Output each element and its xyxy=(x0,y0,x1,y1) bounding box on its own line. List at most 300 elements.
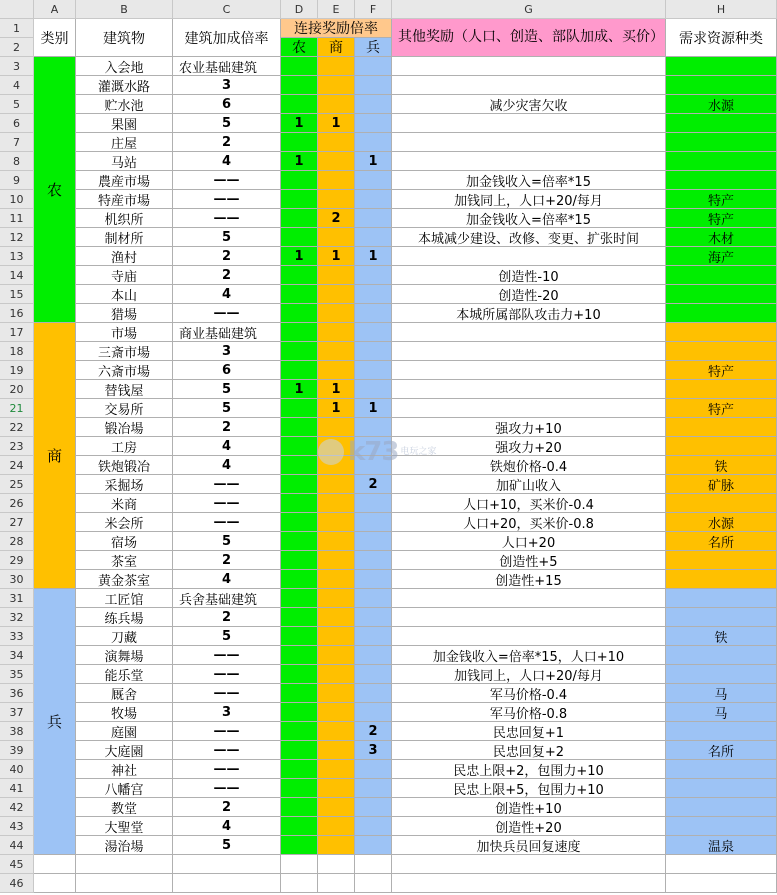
link-farm-cell[interactable] xyxy=(281,665,318,684)
building-name-cell[interactable]: 演舞場 xyxy=(76,646,173,665)
row-header-37[interactable]: 37 xyxy=(0,703,34,722)
link-trade-cell[interactable]: 1 xyxy=(318,380,355,399)
multiplier-cell[interactable]: —— xyxy=(173,779,281,798)
multiplier-cell[interactable]: 5 xyxy=(173,228,281,247)
other-bonus-cell[interactable]: 创造性-10 xyxy=(392,266,666,285)
multiplier-cell[interactable]: 4 xyxy=(173,285,281,304)
column-header-e[interactable]: E xyxy=(318,0,355,19)
resource-cell[interactable] xyxy=(666,779,777,798)
row-header-45[interactable]: 45 xyxy=(0,855,34,874)
resource-cell[interactable] xyxy=(666,589,777,608)
link-trade-cell[interactable] xyxy=(318,475,355,494)
link-trade-cell[interactable] xyxy=(318,152,355,171)
link-trade-cell[interactable] xyxy=(318,741,355,760)
resource-cell[interactable] xyxy=(666,646,777,665)
building-name-cell[interactable]: 入会地 xyxy=(76,57,173,76)
multiplier-cell[interactable]: —— xyxy=(173,190,281,209)
link-trade-cell[interactable] xyxy=(318,437,355,456)
building-name-cell[interactable]: 本山 xyxy=(76,285,173,304)
other-bonus-cell[interactable]: 人口+10，买米价-0.4 xyxy=(392,494,666,513)
empty-cell[interactable] xyxy=(281,874,318,893)
link-trade-cell[interactable] xyxy=(318,608,355,627)
row-header-30[interactable]: 30 xyxy=(0,570,34,589)
other-bonus-cell[interactable]: 加金钱收入=倍率*15 xyxy=(392,209,666,228)
link-army-cell[interactable] xyxy=(355,665,392,684)
row-header-35[interactable]: 35 xyxy=(0,665,34,684)
empty-cell[interactable] xyxy=(34,855,76,874)
multiplier-cell[interactable]: 4 xyxy=(173,817,281,836)
link-trade-cell[interactable] xyxy=(318,665,355,684)
multiplier-cell[interactable]: 5 xyxy=(173,532,281,551)
empty-cell[interactable] xyxy=(281,855,318,874)
row-header-42[interactable]: 42 xyxy=(0,798,34,817)
header-multiplier[interactable]: 建筑加成倍率 xyxy=(173,19,281,57)
link-farm-cell[interactable] xyxy=(281,513,318,532)
building-name-cell[interactable]: 神社 xyxy=(76,760,173,779)
other-bonus-cell[interactable]: 军马价格-0.8 xyxy=(392,703,666,722)
row-header-33[interactable]: 33 xyxy=(0,627,34,646)
multiplier-cell[interactable]: 5 xyxy=(173,399,281,418)
other-bonus-cell[interactable]: 加快兵员回复速度 xyxy=(392,836,666,855)
link-trade-cell[interactable] xyxy=(318,817,355,836)
other-bonus-cell[interactable]: 强攻力+10 xyxy=(392,418,666,437)
row-header-25[interactable]: 25 xyxy=(0,475,34,494)
building-name-cell[interactable]: 寺庙 xyxy=(76,266,173,285)
empty-cell[interactable] xyxy=(76,855,173,874)
link-trade-cell[interactable] xyxy=(318,570,355,589)
link-trade-cell[interactable] xyxy=(318,513,355,532)
link-farm-cell[interactable]: 1 xyxy=(281,152,318,171)
building-name-cell[interactable]: 六斎市場 xyxy=(76,361,173,380)
multiplier-cell[interactable]: —— xyxy=(173,494,281,513)
link-trade-cell[interactable] xyxy=(318,228,355,247)
other-bonus-cell[interactable]: 强攻力+20 xyxy=(392,437,666,456)
link-army-cell[interactable]: 3 xyxy=(355,741,392,760)
link-army-cell[interactable] xyxy=(355,646,392,665)
row-header-40[interactable]: 40 xyxy=(0,760,34,779)
link-farm-cell[interactable] xyxy=(281,817,318,836)
other-bonus-cell[interactable]: 人口+20 xyxy=(392,532,666,551)
link-farm-cell[interactable] xyxy=(281,779,318,798)
other-bonus-cell[interactable]: 民忠上限+2，包围力+10 xyxy=(392,760,666,779)
header-resource[interactable]: 需求资源种类 xyxy=(666,19,777,57)
multiplier-cell[interactable]: —— xyxy=(173,209,281,228)
other-bonus-cell[interactable]: 创造性+5 xyxy=(392,551,666,570)
other-bonus-cell[interactable]: 民忠回复+2 xyxy=(392,741,666,760)
multiplier-cell[interactable]: 兵舍基础建筑 xyxy=(173,589,281,608)
other-bonus-cell[interactable] xyxy=(392,323,666,342)
link-farm-cell[interactable] xyxy=(281,570,318,589)
other-bonus-cell[interactable]: 加金钱收入=倍率*15 xyxy=(392,171,666,190)
row-header-36[interactable]: 36 xyxy=(0,684,34,703)
other-bonus-cell[interactable]: 加矿山收入 xyxy=(392,475,666,494)
other-bonus-cell[interactable]: 加钱同上，人口+20/每月 xyxy=(392,665,666,684)
multiplier-cell[interactable]: 2 xyxy=(173,247,281,266)
link-army-cell[interactable] xyxy=(355,627,392,646)
row-header-16[interactable]: 16 xyxy=(0,304,34,323)
multiplier-cell[interactable]: —— xyxy=(173,722,281,741)
building-name-cell[interactable]: 米商 xyxy=(76,494,173,513)
link-trade-cell[interactable] xyxy=(318,627,355,646)
link-farm-cell[interactable] xyxy=(281,418,318,437)
resource-cell[interactable] xyxy=(666,570,777,589)
building-name-cell[interactable]: 厩舍 xyxy=(76,684,173,703)
link-army-cell[interactable] xyxy=(355,418,392,437)
building-name-cell[interactable]: 庭園 xyxy=(76,722,173,741)
row-header-8[interactable]: 8 xyxy=(0,152,34,171)
resource-cell[interactable]: 铁 xyxy=(666,456,777,475)
multiplier-cell[interactable]: 3 xyxy=(173,342,281,361)
other-bonus-cell[interactable] xyxy=(392,380,666,399)
multiplier-cell[interactable]: 5 xyxy=(173,836,281,855)
link-trade-cell[interactable] xyxy=(318,361,355,380)
other-bonus-cell[interactable] xyxy=(392,361,666,380)
other-bonus-cell[interactable]: 民忠回复+1 xyxy=(392,722,666,741)
row-header-4[interactable]: 4 xyxy=(0,76,34,95)
resource-cell[interactable]: 水源 xyxy=(666,513,777,532)
link-trade-cell[interactable]: 1 xyxy=(318,114,355,133)
link-trade-cell[interactable]: 1 xyxy=(318,399,355,418)
empty-cell[interactable] xyxy=(34,874,76,893)
empty-cell[interactable] xyxy=(318,874,355,893)
row-header-22[interactable]: 22 xyxy=(0,418,34,437)
resource-cell[interactable] xyxy=(666,266,777,285)
row-header-11[interactable]: 11 xyxy=(0,209,34,228)
link-farm-cell[interactable] xyxy=(281,703,318,722)
resource-cell[interactable] xyxy=(666,114,777,133)
row-header-27[interactable]: 27 xyxy=(0,513,34,532)
multiplier-cell[interactable]: —— xyxy=(173,513,281,532)
header-link-trade[interactable]: 商 xyxy=(318,38,355,57)
resource-cell[interactable]: 木材 xyxy=(666,228,777,247)
link-trade-cell[interactable] xyxy=(318,779,355,798)
multiplier-cell[interactable]: 2 xyxy=(173,551,281,570)
multiplier-cell[interactable]: 2 xyxy=(173,608,281,627)
building-name-cell[interactable]: 灌溉水路 xyxy=(76,76,173,95)
building-name-cell[interactable]: 八幡宫 xyxy=(76,779,173,798)
multiplier-cell[interactable]: —— xyxy=(173,304,281,323)
link-army-cell[interactable] xyxy=(355,342,392,361)
link-trade-cell[interactable] xyxy=(318,532,355,551)
row-header-6[interactable]: 6 xyxy=(0,114,34,133)
multiplier-cell[interactable]: 2 xyxy=(173,266,281,285)
link-army-cell[interactable]: 2 xyxy=(355,722,392,741)
multiplier-cell[interactable]: 4 xyxy=(173,570,281,589)
resource-cell[interactable] xyxy=(666,494,777,513)
multiplier-cell[interactable]: 4 xyxy=(173,152,281,171)
building-name-cell[interactable]: 市場 xyxy=(76,323,173,342)
row-header-9[interactable]: 9 xyxy=(0,171,34,190)
link-army-cell[interactable] xyxy=(355,361,392,380)
resource-cell[interactable]: 特产 xyxy=(666,361,777,380)
link-trade-cell[interactable] xyxy=(318,133,355,152)
building-name-cell[interactable]: 大庭園 xyxy=(76,741,173,760)
link-farm-cell[interactable] xyxy=(281,190,318,209)
column-header-h[interactable]: H xyxy=(666,0,777,19)
column-header-d[interactable]: D xyxy=(281,0,318,19)
link-army-cell[interactable] xyxy=(355,836,392,855)
multiplier-cell[interactable]: 2 xyxy=(173,798,281,817)
resource-cell[interactable]: 特产 xyxy=(666,209,777,228)
link-trade-cell[interactable] xyxy=(318,684,355,703)
resource-cell[interactable] xyxy=(666,152,777,171)
resource-cell[interactable]: 铁 xyxy=(666,627,777,646)
link-farm-cell[interactable] xyxy=(281,399,318,418)
row-header-17[interactable]: 17 xyxy=(0,323,34,342)
column-header-b[interactable]: B xyxy=(76,0,173,19)
row-header-12[interactable]: 12 xyxy=(0,228,34,247)
link-army-cell[interactable] xyxy=(355,171,392,190)
multiplier-cell[interactable]: —— xyxy=(173,684,281,703)
other-bonus-cell[interactable] xyxy=(392,152,666,171)
resource-cell[interactable] xyxy=(666,798,777,817)
multiplier-cell[interactable]: 5 xyxy=(173,114,281,133)
category-cell-2[interactable]: 商 xyxy=(34,323,76,589)
link-trade-cell[interactable] xyxy=(318,342,355,361)
link-trade-cell[interactable] xyxy=(318,551,355,570)
row-header-24[interactable]: 24 xyxy=(0,456,34,475)
link-farm-cell[interactable] xyxy=(281,209,318,228)
building-name-cell[interactable]: 替钱屋 xyxy=(76,380,173,399)
row-header-7[interactable]: 7 xyxy=(0,133,34,152)
row-header-21[interactable]: 21 xyxy=(0,399,34,418)
link-army-cell[interactable] xyxy=(355,437,392,456)
building-name-cell[interactable]: 制材所 xyxy=(76,228,173,247)
resource-cell[interactable] xyxy=(666,817,777,836)
building-name-cell[interactable]: 渔村 xyxy=(76,247,173,266)
other-bonus-cell[interactable]: 铁炮价格-0.4 xyxy=(392,456,666,475)
row-header-31[interactable]: 31 xyxy=(0,589,34,608)
other-bonus-cell[interactable]: 减少灾害欠收 xyxy=(392,95,666,114)
select-all-corner[interactable] xyxy=(0,0,34,19)
link-farm-cell[interactable] xyxy=(281,342,318,361)
row-header-41[interactable]: 41 xyxy=(0,779,34,798)
resource-cell[interactable]: 温泉 xyxy=(666,836,777,855)
link-farm-cell[interactable] xyxy=(281,323,318,342)
resource-cell[interactable]: 水源 xyxy=(666,95,777,114)
multiplier-cell[interactable]: 4 xyxy=(173,456,281,475)
link-farm-cell[interactable] xyxy=(281,266,318,285)
link-farm-cell[interactable] xyxy=(281,361,318,380)
other-bonus-cell[interactable] xyxy=(392,76,666,95)
link-trade-cell[interactable] xyxy=(318,57,355,76)
link-army-cell[interactable] xyxy=(355,76,392,95)
link-farm-cell[interactable] xyxy=(281,171,318,190)
link-army-cell[interactable] xyxy=(355,703,392,722)
link-trade-cell[interactable] xyxy=(318,418,355,437)
building-name-cell[interactable]: 练兵場 xyxy=(76,608,173,627)
multiplier-cell[interactable]: 4 xyxy=(173,437,281,456)
link-army-cell[interactable] xyxy=(355,304,392,323)
link-army-cell[interactable] xyxy=(355,456,392,475)
other-bonus-cell[interactable] xyxy=(392,133,666,152)
link-farm-cell[interactable] xyxy=(281,133,318,152)
row-header-10[interactable]: 10 xyxy=(0,190,34,209)
resource-cell[interactable] xyxy=(666,380,777,399)
building-name-cell[interactable]: 湯治場 xyxy=(76,836,173,855)
link-trade-cell[interactable] xyxy=(318,285,355,304)
header-link-army[interactable]: 兵 xyxy=(355,38,392,57)
row-header-13[interactable]: 13 xyxy=(0,247,34,266)
resource-cell[interactable] xyxy=(666,608,777,627)
other-bonus-cell[interactable]: 加钱同上，人口+20/每月 xyxy=(392,190,666,209)
link-trade-cell[interactable] xyxy=(318,304,355,323)
link-army-cell[interactable] xyxy=(355,779,392,798)
row-header-1[interactable]: 1 xyxy=(0,19,34,38)
link-army-cell[interactable] xyxy=(355,589,392,608)
link-farm-cell[interactable]: 1 xyxy=(281,380,318,399)
link-army-cell[interactable] xyxy=(355,532,392,551)
link-trade-cell[interactable] xyxy=(318,171,355,190)
building-name-cell[interactable]: 教堂 xyxy=(76,798,173,817)
other-bonus-cell[interactable]: 创造性+10 xyxy=(392,798,666,817)
resource-cell[interactable] xyxy=(666,76,777,95)
link-army-cell[interactable] xyxy=(355,57,392,76)
row-header-19[interactable]: 19 xyxy=(0,361,34,380)
other-bonus-cell[interactable] xyxy=(392,247,666,266)
building-name-cell[interactable]: 茶室 xyxy=(76,551,173,570)
link-trade-cell[interactable] xyxy=(318,760,355,779)
link-farm-cell[interactable] xyxy=(281,494,318,513)
link-army-cell[interactable]: 1 xyxy=(355,247,392,266)
resource-cell[interactable]: 名所 xyxy=(666,741,777,760)
category-cell-3[interactable]: 兵 xyxy=(34,589,76,855)
link-trade-cell[interactable] xyxy=(318,266,355,285)
link-farm-cell[interactable] xyxy=(281,304,318,323)
link-trade-cell[interactable] xyxy=(318,836,355,855)
empty-cell[interactable] xyxy=(173,855,281,874)
link-trade-cell[interactable] xyxy=(318,323,355,342)
link-trade-cell[interactable] xyxy=(318,456,355,475)
link-trade-cell[interactable] xyxy=(318,95,355,114)
resource-cell[interactable] xyxy=(666,722,777,741)
empty-cell[interactable] xyxy=(666,874,777,893)
link-farm-cell[interactable] xyxy=(281,95,318,114)
row-header-3[interactable]: 3 xyxy=(0,57,34,76)
link-farm-cell[interactable] xyxy=(281,532,318,551)
resource-cell[interactable]: 名所 xyxy=(666,532,777,551)
resource-cell[interactable] xyxy=(666,323,777,342)
multiplier-cell[interactable]: —— xyxy=(173,665,281,684)
column-header-a[interactable]: A xyxy=(34,0,76,19)
resource-cell[interactable] xyxy=(666,551,777,570)
link-farm-cell[interactable] xyxy=(281,608,318,627)
link-army-cell[interactable] xyxy=(355,266,392,285)
row-header-26[interactable]: 26 xyxy=(0,494,34,513)
empty-cell[interactable] xyxy=(392,855,666,874)
multiplier-cell[interactable]: 2 xyxy=(173,133,281,152)
multiplier-cell[interactable]: 5 xyxy=(173,380,281,399)
building-name-cell[interactable]: 能乐堂 xyxy=(76,665,173,684)
link-army-cell[interactable] xyxy=(355,760,392,779)
building-name-cell[interactable]: 黄金茶室 xyxy=(76,570,173,589)
other-bonus-cell[interactable]: 创造性+15 xyxy=(392,570,666,589)
resource-cell[interactable] xyxy=(666,437,777,456)
link-army-cell[interactable] xyxy=(355,608,392,627)
resource-cell[interactable] xyxy=(666,304,777,323)
building-name-cell[interactable]: 宿场 xyxy=(76,532,173,551)
other-bonus-cell[interactable]: 人口+20，买米价-0.8 xyxy=(392,513,666,532)
link-trade-cell[interactable] xyxy=(318,798,355,817)
link-army-cell[interactable] xyxy=(355,95,392,114)
link-army-cell[interactable]: 2 xyxy=(355,475,392,494)
multiplier-cell[interactable]: 2 xyxy=(173,418,281,437)
link-army-cell[interactable] xyxy=(355,513,392,532)
row-header-44[interactable]: 44 xyxy=(0,836,34,855)
header-building[interactable]: 建筑物 xyxy=(76,19,173,57)
resource-cell[interactable] xyxy=(666,171,777,190)
other-bonus-cell[interactable]: 加金钱收入=倍率*15，人口+10 xyxy=(392,646,666,665)
row-header-20[interactable]: 20 xyxy=(0,380,34,399)
header-link-farm[interactable]: 农 xyxy=(281,38,318,57)
link-trade-cell[interactable] xyxy=(318,589,355,608)
other-bonus-cell[interactable]: 创造性-20 xyxy=(392,285,666,304)
resource-cell[interactable] xyxy=(666,760,777,779)
link-army-cell[interactable] xyxy=(355,114,392,133)
resource-cell[interactable] xyxy=(666,665,777,684)
building-name-cell[interactable]: 工匠馆 xyxy=(76,589,173,608)
building-name-cell[interactable]: 刀藏 xyxy=(76,627,173,646)
link-trade-cell[interactable] xyxy=(318,646,355,665)
row-header-28[interactable]: 28 xyxy=(0,532,34,551)
other-bonus-cell[interactable] xyxy=(392,608,666,627)
other-bonus-cell[interactable] xyxy=(392,114,666,133)
link-trade-cell[interactable] xyxy=(318,722,355,741)
multiplier-cell[interactable]: 农业基础建筑 xyxy=(173,57,281,76)
building-name-cell[interactable]: 庄屋 xyxy=(76,133,173,152)
link-farm-cell[interactable] xyxy=(281,228,318,247)
row-header-5[interactable]: 5 xyxy=(0,95,34,114)
resource-cell[interactable] xyxy=(666,133,777,152)
empty-cell[interactable] xyxy=(173,874,281,893)
link-trade-cell[interactable] xyxy=(318,190,355,209)
building-name-cell[interactable]: 果園 xyxy=(76,114,173,133)
column-header-g[interactable]: G xyxy=(392,0,666,19)
link-farm-cell[interactable] xyxy=(281,76,318,95)
link-trade-cell[interactable]: 2 xyxy=(318,209,355,228)
row-header-2[interactable]: 2 xyxy=(0,38,34,57)
resource-cell[interactable]: 马 xyxy=(666,684,777,703)
link-army-cell[interactable]: 1 xyxy=(355,152,392,171)
multiplier-cell[interactable]: 6 xyxy=(173,361,281,380)
other-bonus-cell[interactable] xyxy=(392,57,666,76)
building-name-cell[interactable]: 工房 xyxy=(76,437,173,456)
link-farm-cell[interactable] xyxy=(281,551,318,570)
header-category[interactable]: 类别 xyxy=(34,19,76,57)
other-bonus-cell[interactable] xyxy=(392,342,666,361)
link-farm-cell[interactable] xyxy=(281,722,318,741)
multiplier-cell[interactable]: 6 xyxy=(173,95,281,114)
link-farm-cell[interactable] xyxy=(281,285,318,304)
link-army-cell[interactable] xyxy=(355,570,392,589)
link-farm-cell[interactable] xyxy=(281,627,318,646)
empty-cell[interactable] xyxy=(392,874,666,893)
link-farm-cell[interactable] xyxy=(281,684,318,703)
category-cell-1[interactable]: 农 xyxy=(34,57,76,323)
multiplier-cell[interactable]: 3 xyxy=(173,76,281,95)
building-name-cell[interactable]: 马站 xyxy=(76,152,173,171)
building-name-cell[interactable]: 交易所 xyxy=(76,399,173,418)
header-link-bonus[interactable]: 连接奖励倍率 xyxy=(281,19,392,38)
link-farm-cell[interactable]: 1 xyxy=(281,114,318,133)
resource-cell[interactable]: 马 xyxy=(666,703,777,722)
row-header-38[interactable]: 38 xyxy=(0,722,34,741)
building-name-cell[interactable]: 米会所 xyxy=(76,513,173,532)
multiplier-cell[interactable]: —— xyxy=(173,475,281,494)
other-bonus-cell[interactable] xyxy=(392,589,666,608)
row-header-46[interactable]: 46 xyxy=(0,874,34,893)
link-army-cell[interactable] xyxy=(355,494,392,513)
